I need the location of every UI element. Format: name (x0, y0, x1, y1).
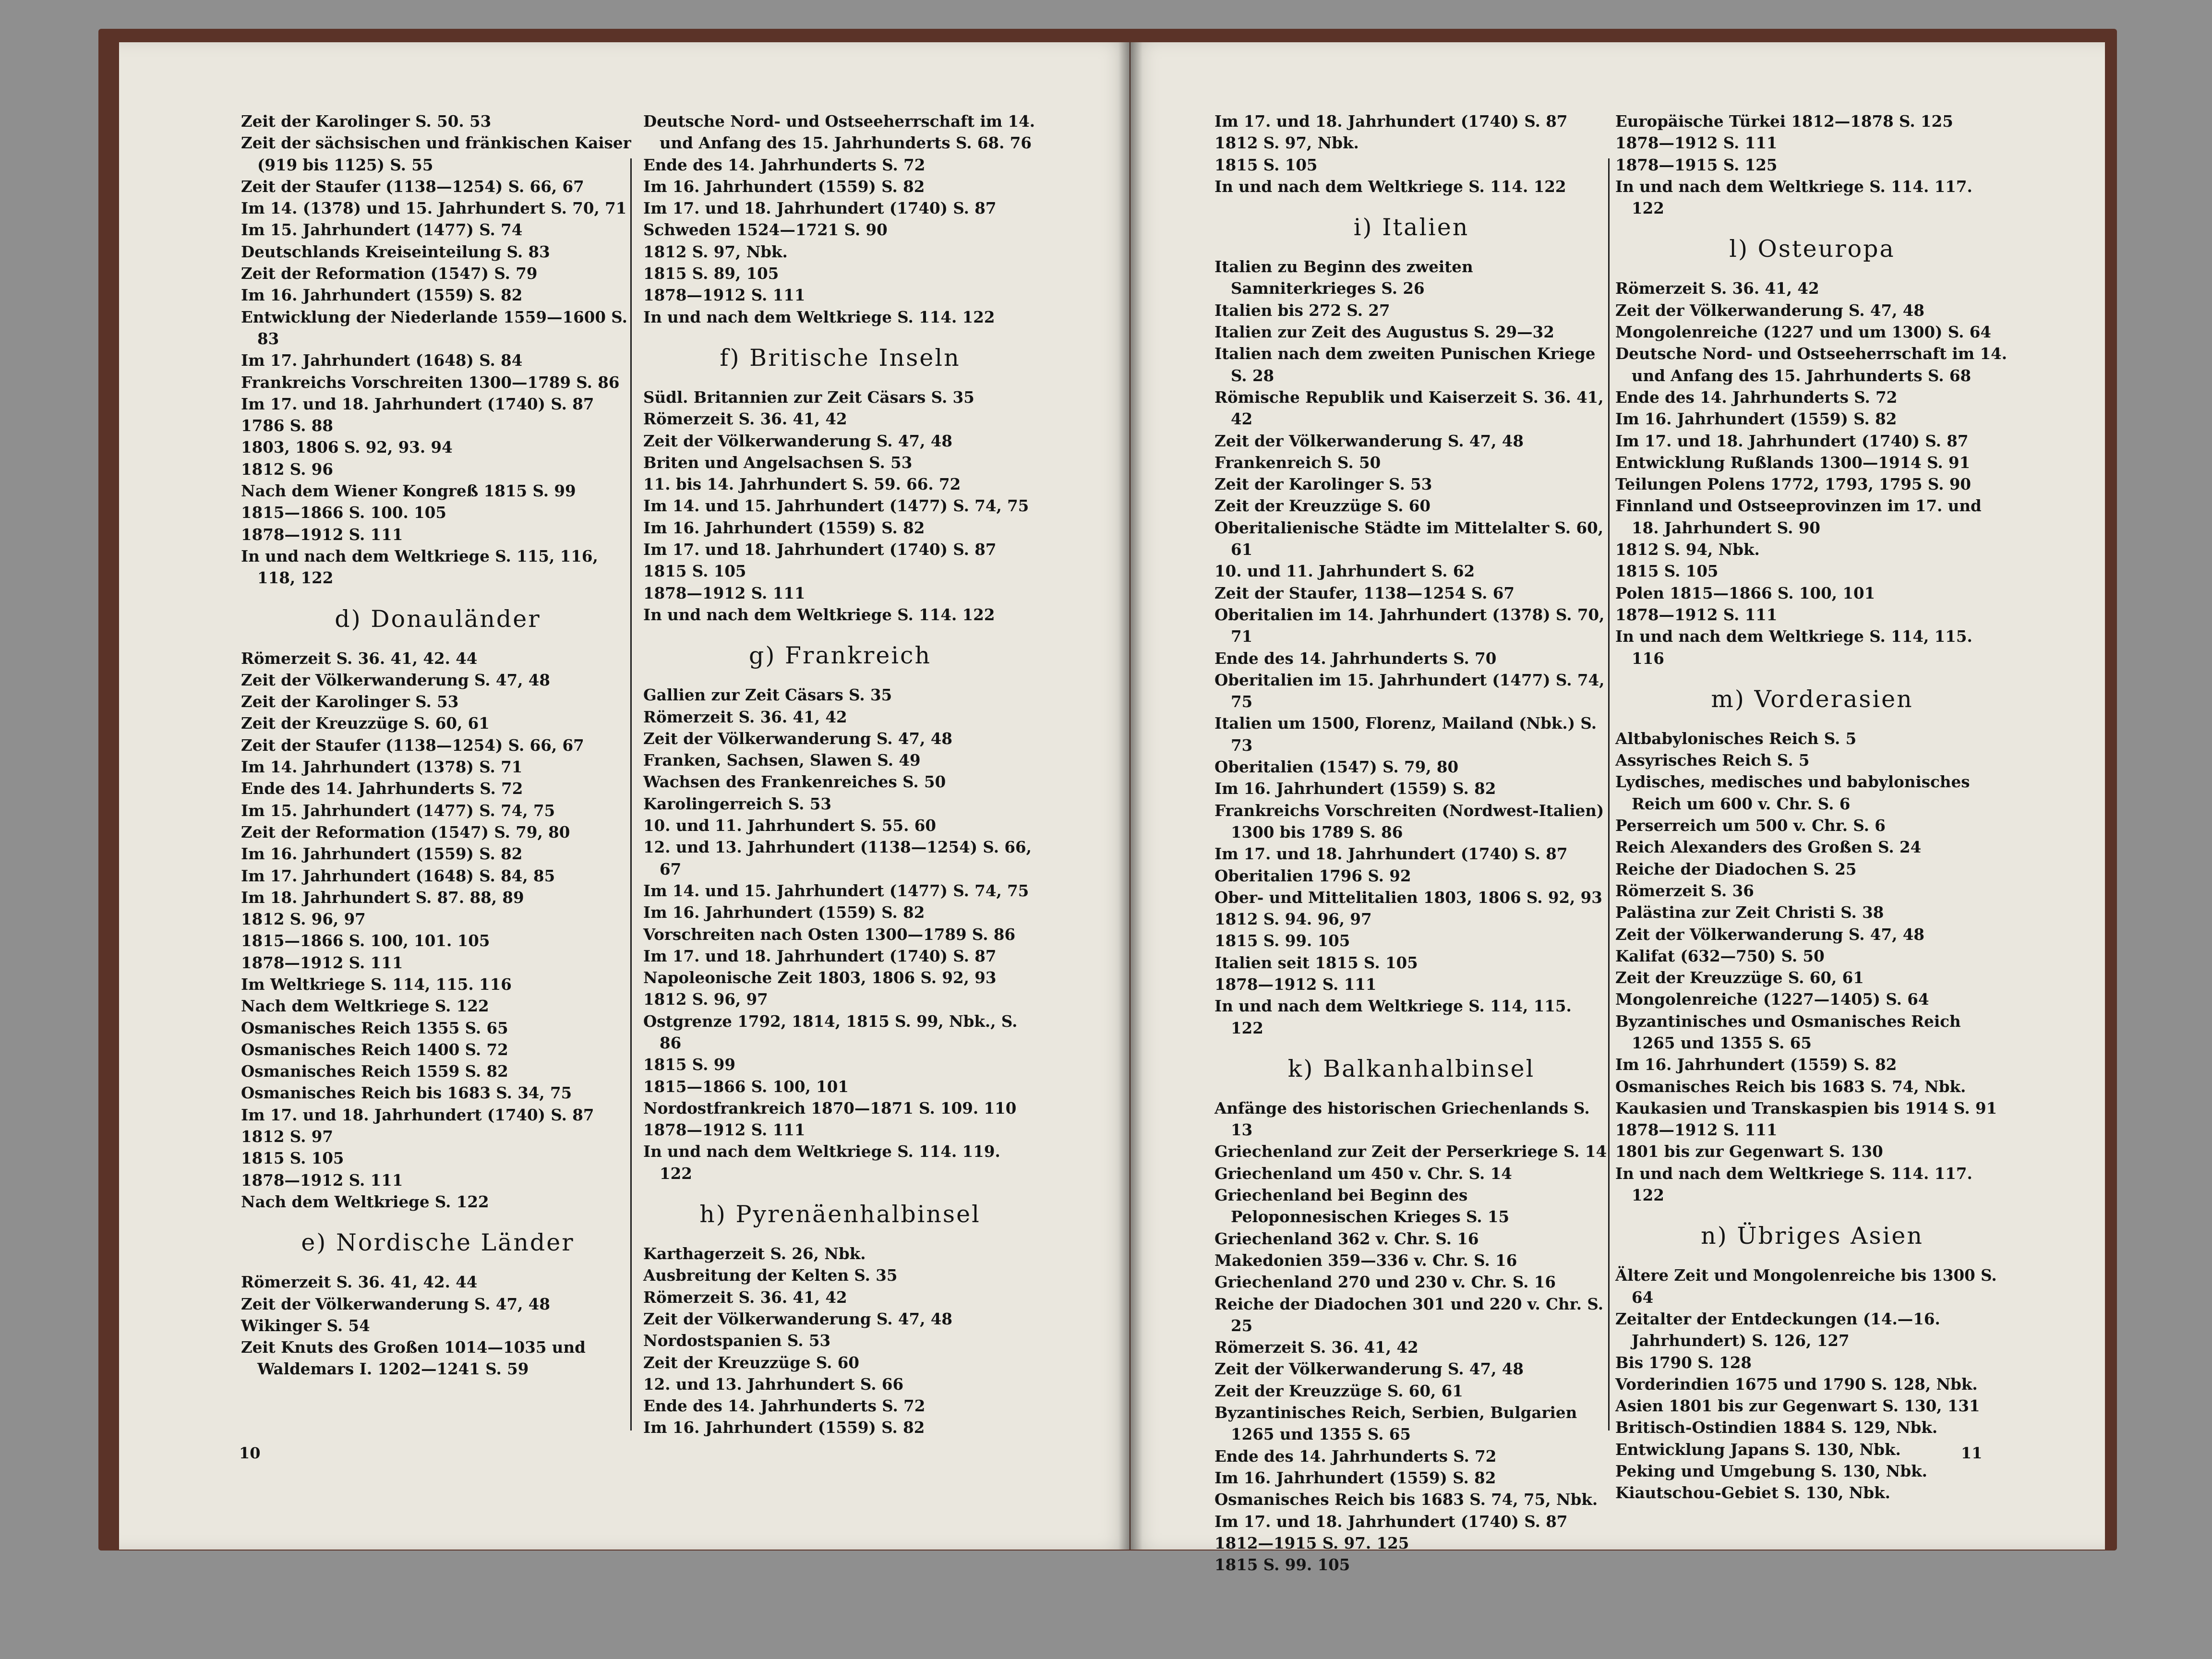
index-entry: Im 14. Jahrhundert (1378) S. 71 (241, 757, 523, 777)
index-entry: 1878—1912 S. 111 (1615, 605, 1778, 624)
index-entry: Zeit der Reformation (1547) S. 79 (241, 264, 538, 283)
index-entry: Römerzeit S. 36. 41, 42 (643, 707, 847, 726)
index-entry: Zeit der Kreuzzüge S. 60 (1214, 496, 1431, 516)
index-entry: Römerzeit S. 36 (1615, 881, 1754, 900)
index-entry: Im 17. und 18. Jahrhundert (1740) S. 87 (1615, 431, 1969, 450)
index-entry: 1878—1912 S. 111 (241, 525, 403, 544)
index-entry: 1812 S. 96, 97 (241, 910, 366, 929)
index-entry: 1812 S. 96, 97 (643, 990, 768, 1009)
index-entry: Byzantinisches Reich, Serbien, Bulgarien 1265 und 1355 S. 65 (1214, 1403, 1577, 1444)
index-entry: Italien zu Beginn des zweiten Samniterkrieges S. 26 (1214, 257, 1473, 298)
index-entry: Zeit der Staufer (1138—1254) S. 66, 67 (241, 177, 584, 196)
index-entry: Im 17. Jahrhundert (1648) S. 84 (241, 351, 523, 370)
index-entry: Osmanisches Reich 1400 S. 72 (241, 1040, 508, 1059)
index-entry: Im 17. und 18. Jahrhundert (1740) S. 87 (1214, 844, 1568, 864)
index-entry: Zeit der Völkerwanderung S. 47, 48 (1214, 431, 1524, 450)
index-entry: Im 18. Jahrhundert S. 87. 88, 89 (241, 888, 524, 907)
entry-list (241, 1271, 635, 1380)
index-entry: Nordostspanien S. 53 (643, 1331, 831, 1350)
index-entry: 1812—1915 S. 97. 125 (1214, 1533, 1409, 1552)
index-entry: Italien nach dem zweiten Punischen Kriege S. 28 (1214, 344, 1596, 385)
index-column-1 (241, 110, 635, 1380)
index-entry: 11. bis 14. Jahrhundert S. 59. 66. 72 (643, 475, 961, 494)
index-entry: Zeit der Kreuzzüge S. 60, 61 (241, 714, 490, 733)
index-entry: Römerzeit S. 36. 41, 42. 44 (241, 649, 478, 668)
index-entry: 1812 S. 97, Nbk. (643, 242, 788, 261)
index-entry: 1815 S. 89, 105 (643, 264, 779, 283)
index-entry: Zeit der Kreuzzüge S. 60, 61 (1214, 1381, 1463, 1400)
index-entry: Asien 1801 bis zur Gegenwart S. 130, 131 (1615, 1396, 1980, 1416)
index-entry: Zeit der Kreuzzüge S. 60, 61 (1615, 968, 1864, 987)
index-entry: Finnland und Ostseeprovinzen im 17. und 18. Jahrhundert S. 90 (1615, 496, 1982, 537)
index-entry: Osmanisches Reich bis 1683 S. 74, Nbk. (1615, 1077, 1966, 1096)
index-entry: Byzantinisches und Osmanisches Reich 1265 und 1355 S. 65 (1615, 1011, 1961, 1052)
index-entry: Zeit der Völkerwanderung S. 47, 48 (241, 1294, 551, 1313)
index-entry: Nach dem Wiener Kongreß 1815 S. 99 (241, 481, 576, 501)
index-entry: 1812 S. 94. 96, 97 (1214, 910, 1372, 929)
index-entry: Perserreich um 500 v. Chr. S. 6 (1615, 816, 1886, 835)
index-entry: Römerzeit S. 36. 41, 42. 44 (241, 1273, 478, 1292)
index-entry: Römerzeit S. 36. 41, 42 (1214, 1338, 1419, 1357)
index-entry: Deutsche Nord- und Ostseeherrschaft im 14. und Anfang des 15. Jahrhunderts S. 68. 76 (643, 112, 1035, 153)
page-number-left: 10 (239, 1444, 261, 1462)
index-entry: Mongolenreiche (1227—1405) S. 64 (1615, 990, 1929, 1009)
section-heading-pyrenaeenhalbinsel: h) Pyrenäenhalbinsel (699, 1201, 981, 1228)
section-heading-frankreich: g) Frankreich (748, 642, 932, 670)
index-entry: Karolingerreich S. 53 (643, 794, 831, 813)
index-entry: Griechenland um 450 v. Chr. S. 14 (1214, 1164, 1512, 1183)
index-entry: Kiautschou-Gebiet S. 130, Nbk. (1615, 1483, 1890, 1503)
section-heading-donaulaender: d) Donauländer (335, 605, 541, 633)
section-heading-britische-inseln: f) Britische Inseln (720, 344, 961, 372)
index-entry: 1878—1915 S. 125 (1615, 155, 1778, 174)
index-entry: Im 16. Jahrhundert (1559) S. 82 (1615, 1055, 1897, 1074)
section-heading-nordische-laender: e) Nordische Länder (301, 1229, 575, 1257)
index-entry: Oberitalien (1547) S. 79, 80 (1214, 757, 1459, 777)
index-entry: 1815 S. 105 (1615, 562, 1719, 581)
index-entry: Oberitalien im 14. Jahrhundert (1378) S. 70, 71 (1214, 605, 1605, 646)
index-entry: 1812 S. 97, Nbk. (1214, 133, 1359, 153)
entry-list (1214, 110, 1608, 197)
entry-list (643, 110, 1037, 328)
index-entry: Nordostfrankreich 1870—1871 S. 109. 110 (643, 1098, 1017, 1118)
entry-list (1615, 110, 2009, 219)
index-entry: Vorschreiten nach Osten 1300—1789 S. 86 (643, 925, 1016, 944)
index-entry: Zeit der Völkerwanderung S. 47, 48 (241, 670, 551, 689)
index-entry: In und nach dem Weltkriege S. 114, 115. 116 (1615, 627, 1972, 668)
index-entry: Ausbreitung der Kelten S. 35 (643, 1266, 898, 1285)
index-entry: Schweden 1524—1721 S. 90 (643, 220, 888, 240)
index-entry: In und nach dem Weltkriege S. 114. 122 (643, 605, 995, 624)
index-entry: In und nach dem Weltkriege S. 114, 115. 122 (1214, 997, 1572, 1037)
index-entry: Entwicklung der Niederlande 1559—1600 S. 83 (241, 307, 627, 348)
index-entry: 10. und 11. Jahrhundert S. 62 (1214, 562, 1475, 581)
index-entry: Ende des 14. Jahrhunderts S. 72 (1615, 387, 1898, 407)
index-entry: 1801 bis zur Gegenwart S. 130 (1615, 1142, 1883, 1161)
index-entry: Zeit der Völkerwanderung S. 47, 48 (643, 1309, 953, 1328)
entry-list (1214, 256, 1608, 1039)
index-entry: Ostgrenze 1792, 1814, 1815 S. 99, Nbk., S. 86 (643, 1011, 1018, 1052)
index-entry: Im 14. und 15. Jahrhundert (1477) S. 74, 75 (643, 496, 1029, 516)
index-entry: Kaukasien und Transkaspien bis 1914 S. 91 (1615, 1098, 1997, 1118)
index-entry: Frankreichs Vorschreiten 1300—1789 S. 86 (241, 373, 620, 392)
index-entry: Reiche der Diadochen S. 25 (1615, 859, 1857, 878)
index-entry: Reich Alexanders des Großen S. 24 (1615, 838, 1922, 857)
index-entry: Franken, Sachsen, Slawen S. 49 (643, 751, 921, 770)
index-entry: Zeit der sächsischen und fränkischen Kaiser (919 bis 1125) S. 55 (241, 133, 631, 174)
index-entry: Teilungen Polens 1772, 1793, 1795 S. 90 (1615, 475, 1972, 494)
index-entry: 1878—1912 S. 111 (1615, 1120, 1778, 1140)
index-entry: Im 17. und 18. Jahrhundert (1740) S. 87 (1214, 112, 1568, 131)
index-entry: 1815—1866 S. 100, 101 (643, 1077, 849, 1096)
index-entry: Im 17. und 18. Jahrhundert (1740) S. 87 (241, 394, 594, 413)
index-entry: 12. und 13. Jahrhundert (1138—1254) S. 66, 67 (643, 838, 1032, 878)
index-entry: Mongolenreiche (1227 und um 1300) S. 64 (1615, 323, 1991, 342)
index-entry: 1786 S. 88 (241, 416, 333, 435)
entry-list (241, 648, 635, 1213)
index-entry: Deutsche Nord- und Ostseeherrschaft im 14. und Anfang des 15. Jahrhunderts S. 68 (1615, 344, 2008, 385)
index-entry: Im 17. Jahrhundert (1648) S. 84, 85 (241, 866, 555, 885)
index-entry: Lydisches, medisches und babylonisches Reich um 600 v. Chr. S. 6 (1615, 772, 1970, 813)
index-entry: Zeit der Staufer (1138—1254) S. 66, 67 (241, 735, 584, 755)
index-entry: Zeit Knuts des Großen 1014—1035 und Waldemars I. 1202—1241 S. 59 (241, 1338, 586, 1379)
index-entry: Griechenland 362 v. Chr. S. 16 (1214, 1229, 1479, 1248)
index-entry: Frankenreich S. 50 (1214, 453, 1381, 472)
index-entry: Griechenland 270 und 230 v. Chr. S. 16 (1214, 1273, 1556, 1292)
index-entry: Zeit der Kreuzzüge S. 60 (643, 1353, 860, 1372)
index-entry: Italien zur Zeit des Augustus S. 29—32 (1214, 323, 1554, 342)
index-entry: Im 15. Jahrhundert (1477) S. 74 (241, 220, 523, 240)
index-entry: 1878—1912 S. 111 (643, 286, 805, 305)
index-entry: Zeit der Völkerwanderung S. 47, 48 (1615, 301, 1925, 320)
index-entry: 1812 S. 97 (241, 1127, 333, 1146)
index-entry: Im 16. Jahrhundert (1559) S. 82 (643, 903, 925, 922)
index-entry: Kalifat (632—750) S. 50 (1615, 946, 1825, 965)
index-entry: Nach dem Weltkriege S. 122 (241, 997, 489, 1016)
index-entry: Osmanisches Reich 1355 S. 65 (241, 1018, 508, 1037)
index-entry: In und nach dem Weltkriege S. 114. 119. 122 (643, 1142, 1000, 1183)
index-entry: Im 17. und 18. Jahrhundert (1740) S. 87 (241, 1105, 594, 1124)
index-entry: Im 16. Jahrhundert (1559) S. 82 (643, 1418, 925, 1437)
index-entry: Im 14. (1378) und 15. Jahrhundert S. 70, 71 (241, 199, 627, 218)
book-gutter (1118, 42, 1142, 1550)
index-column-4 (1615, 110, 2009, 1504)
index-entry: Im 17. und 18. Jahrhundert (1740) S. 87 (1214, 1512, 1568, 1531)
index-entry: Anfänge des historischen Griechenlands S. 13 (1214, 1098, 1590, 1140)
index-column-2 (643, 110, 1037, 1439)
index-entry: Gallien zur Zeit Cäsars S. 35 (643, 685, 892, 705)
index-entry: Vorderindien 1675 und 1790 S. 128, Nbk. (1615, 1374, 1978, 1394)
index-entry: Zeit der Staufer, 1138—1254 S. 67 (1214, 583, 1515, 602)
index-entry: Ende des 14. Jahrhunderts S. 72 (1214, 1446, 1497, 1466)
index-entry: Oberitalienische Städte im Mittelalter S. 60, 61 (1214, 518, 1604, 559)
index-entry: Im Weltkriege S. 114, 115. 116 (241, 974, 512, 994)
index-entry: Makedonien 359—336 v. Chr. S. 16 (1214, 1250, 1517, 1270)
index-entry: Zeit der Karolinger S. 53 (1214, 475, 1432, 494)
entry-list (643, 386, 1037, 625)
index-entry: In und nach dem Weltkriege S. 114. 122 (643, 307, 995, 326)
index-entry: Osmanisches Reich 1559 S. 82 (241, 1062, 508, 1081)
index-entry: Römische Republik und Kaiserzeit S. 36. 41, 42 (1214, 387, 1604, 429)
index-entry: Palästina zur Zeit Christi S. 38 (1615, 903, 1884, 922)
index-entry: Südl. Britannien zur Zeit Cäsars S. 35 (643, 387, 974, 407)
index-entry: 1878—1912 S. 111 (1214, 974, 1377, 994)
column-rule-right (1608, 158, 1610, 1431)
index-entry: Ende des 14. Jahrhunderts S. 72 (643, 1396, 926, 1416)
entry-list (643, 1243, 1037, 1439)
index-entry: 1812 S. 94, Nbk. (1615, 540, 1760, 559)
index-entry: Wikinger S. 54 (241, 1316, 370, 1335)
index-entry: 1815 S. 105 (643, 562, 746, 581)
index-entry: 1878—1912 S. 111 (643, 1120, 805, 1140)
index-entry: 1878—1912 S. 111 (643, 583, 805, 602)
index-entry: Italien um 1500, Florenz, Mailand (Nbk.) S. 73 (1214, 714, 1597, 755)
index-entry: Im 16. Jahrhundert (1559) S. 82 (1214, 779, 1496, 798)
index-entry: In und nach dem Weltkriege S. 115, 116, 118, 122 (241, 546, 598, 588)
index-entry: Zeit der Karolinger S. 53 (241, 692, 459, 711)
index-entry: 1815 S. 99. 105 (1214, 1555, 1350, 1575)
index-entry: Zeit der Völkerwanderung S. 47, 48 (643, 431, 953, 450)
index-entry: 1878—1912 S. 111 (241, 1170, 403, 1190)
section-heading-uebriges-asien: n) Übriges Asien (1701, 1222, 1923, 1250)
index-entry: Wachsen des Frankenreiches S. 50 (643, 772, 946, 792)
index-entry: 1815—1866 S. 100, 101. 105 (241, 931, 490, 950)
index-entry: 1878—1912 S. 111 (1615, 133, 1778, 153)
index-entry: Im 17. und 18. Jahrhundert (1740) S. 87 (643, 540, 997, 559)
index-entry: Im 16. Jahrhundert (1559) S. 82 (643, 177, 925, 196)
section-heading-balkanhalbinsel: k) Balkanhalbinsel (1287, 1055, 1535, 1082)
index-entry: Im 16. Jahrhundert (1559) S. 82 (1615, 409, 1897, 429)
index-entry: Im 16. Jahrhundert (1559) S. 82 (643, 518, 925, 537)
section-heading-vorderasien: m) Vorderasien (1711, 685, 1913, 713)
index-entry: Italien seit 1815 S. 105 (1214, 953, 1418, 972)
index-entry: Altbabylonisches Reich S. 5 (1615, 729, 1857, 748)
index-entry: Griechenland bei Beginn des Peloponnesischen Krieges S. 15 (1214, 1186, 1510, 1226)
index-entry: Im 16. Jahrhundert (1559) S. 82 (241, 286, 523, 305)
index-entry: Reiche der Diadochen 301 und 220 v. Chr. S. 25 (1214, 1294, 1604, 1335)
index-entry: Zeit der Völkerwanderung S. 47, 48 (643, 729, 953, 748)
index-entry: Im 17. und 18. Jahrhundert (1740) S. 87 (643, 199, 997, 218)
index-entry: Griechenland zur Zeit der Perserkriege S. 14 (1214, 1142, 1607, 1161)
index-entry: Frankreichs Vorschreiten (Nordwest-Italien) 1300 bis 1789 S. 86 (1214, 801, 1604, 842)
index-entry: 1815 S. 99. 105 (1214, 931, 1350, 950)
entry-list (1615, 1264, 2009, 1503)
index-entry: 1812 S. 96 (241, 459, 333, 479)
index-entry: 1803, 1806 S. 92, 93. 94 (241, 438, 453, 457)
index-entry: Osmanisches Reich bis 1683 S. 34, 75 (241, 1083, 572, 1103)
index-entry: Oberitalien 1796 S. 92 (1214, 866, 1411, 885)
entry-list (1615, 277, 2009, 669)
entry-list (241, 110, 635, 589)
index-entry: 10. und 11. Jahrhundert S. 55. 60 (643, 816, 936, 835)
index-column-3 (1214, 110, 1608, 1575)
section-heading-osteuropa: l) Osteuropa (1729, 235, 1895, 263)
index-entry: Italien bis 272 S. 27 (1214, 301, 1390, 320)
index-entry: Ende des 14. Jahrhunderts S. 72 (643, 155, 926, 174)
index-entry: Nach dem Weltkriege S. 122 (241, 1192, 489, 1211)
index-entry: Polen 1815—1866 S. 100, 101 (1615, 583, 1875, 602)
index-entry: Ende des 14. Jahrhunderts S. 72 (241, 779, 523, 798)
index-entry: Assyrisches Reich S. 5 (1615, 751, 1810, 770)
index-entry: Entwicklung Rußlands 1300—1914 S. 91 (1615, 453, 1971, 472)
index-entry: 1815 S. 105 (241, 1149, 344, 1168)
index-entry: Entwicklung Japans S. 130, Nbk. (1615, 1440, 1901, 1459)
index-entry: Im 16. Jahrhundert (1559) S. 82 (1214, 1468, 1496, 1487)
index-entry: Briten und Angelsachsen S. 53 (643, 453, 913, 472)
index-entry: Napoleonische Zeit 1803, 1806 S. 92, 93 (643, 968, 997, 987)
index-entry: Osmanisches Reich bis 1683 S. 74, 75, Nbk. (1214, 1490, 1598, 1509)
index-entry: Römerzeit S. 36. 41, 42 (1615, 279, 1819, 298)
index-entry: Ende des 14. Jahrhunderts S. 70 (1214, 649, 1497, 668)
index-entry: 1815—1866 S. 100. 105 (241, 503, 446, 522)
index-entry: Ober- und Mittelitalien 1803, 1806 S. 92, 93 (1214, 888, 1602, 907)
index-entry: Karthagerzeit S. 26, Nbk. (643, 1244, 866, 1263)
index-entry: Deutschlands Kreiseinteilung S. 83 (241, 242, 550, 261)
index-entry: Ältere Zeit und Mongolenreiche bis 1300 S. 64 (1615, 1266, 1997, 1307)
index-entry: Zeit der Reformation (1547) S. 79, 80 (241, 822, 570, 842)
index-entry: Europäische Türkei 1812—1878 S. 125 (1615, 112, 1953, 131)
index-entry: Britisch-Ostindien 1884 S. 129, Nbk. (1615, 1418, 1938, 1437)
index-entry: In und nach dem Weltkriege S. 114. 122 (1214, 177, 1566, 196)
index-entry: Im 16. Jahrhundert (1559) S. 82 (241, 844, 523, 864)
index-entry: 1815 S. 99 (643, 1055, 735, 1074)
index-entry: Oberitalien im 15. Jahrhundert (1477) S. 74, 75 (1214, 670, 1605, 711)
index-entry: Im 15. Jahrhundert (1477) S. 74, 75 (241, 801, 555, 820)
index-entry: Zeitalter der Entdeckungen (14.—16. Jahrhundert) S. 126, 127 (1615, 1309, 1940, 1350)
index-entry: Römerzeit S. 36. 41, 42 (643, 409, 847, 429)
index-entry: Römerzeit S. 36. 41, 42 (643, 1287, 847, 1307)
index-entry: Zeit der Völkerwanderung S. 47, 48 (1615, 925, 1925, 944)
entry-list (1214, 1097, 1608, 1576)
index-entry: Zeit der Völkerwanderung S. 47, 48 (1214, 1359, 1524, 1379)
index-entry: Bis 1790 S. 128 (1615, 1353, 1752, 1372)
index-entry: In und nach dem Weltkriege S. 114. 117. 122 (1615, 1164, 1972, 1205)
index-entry: Zeit der Karolinger S. 50. 53 (241, 112, 492, 131)
section-heading-italien: i) Italien (1353, 214, 1469, 241)
index-entry: 12. und 13. Jahrhundert S. 66 (643, 1374, 904, 1394)
index-entry: 1878—1912 S. 111 (241, 953, 403, 972)
index-entry: Peking und Umgebung S. 130, Nbk. (1615, 1462, 1927, 1481)
page-number-right: 11 (1961, 1444, 1983, 1462)
index-entry: In und nach dem Weltkriege S. 114. 117. 122 (1615, 177, 1972, 218)
index-entry: Im 17. und 18. Jahrhundert (1740) S. 87 (643, 946, 997, 965)
index-entry: Im 14. und 15. Jahrhundert (1477) S. 74, 75 (643, 881, 1029, 900)
entry-list (1615, 728, 2009, 1206)
entry-list (643, 684, 1037, 1184)
index-entry: 1815 S. 105 (1214, 155, 1318, 174)
